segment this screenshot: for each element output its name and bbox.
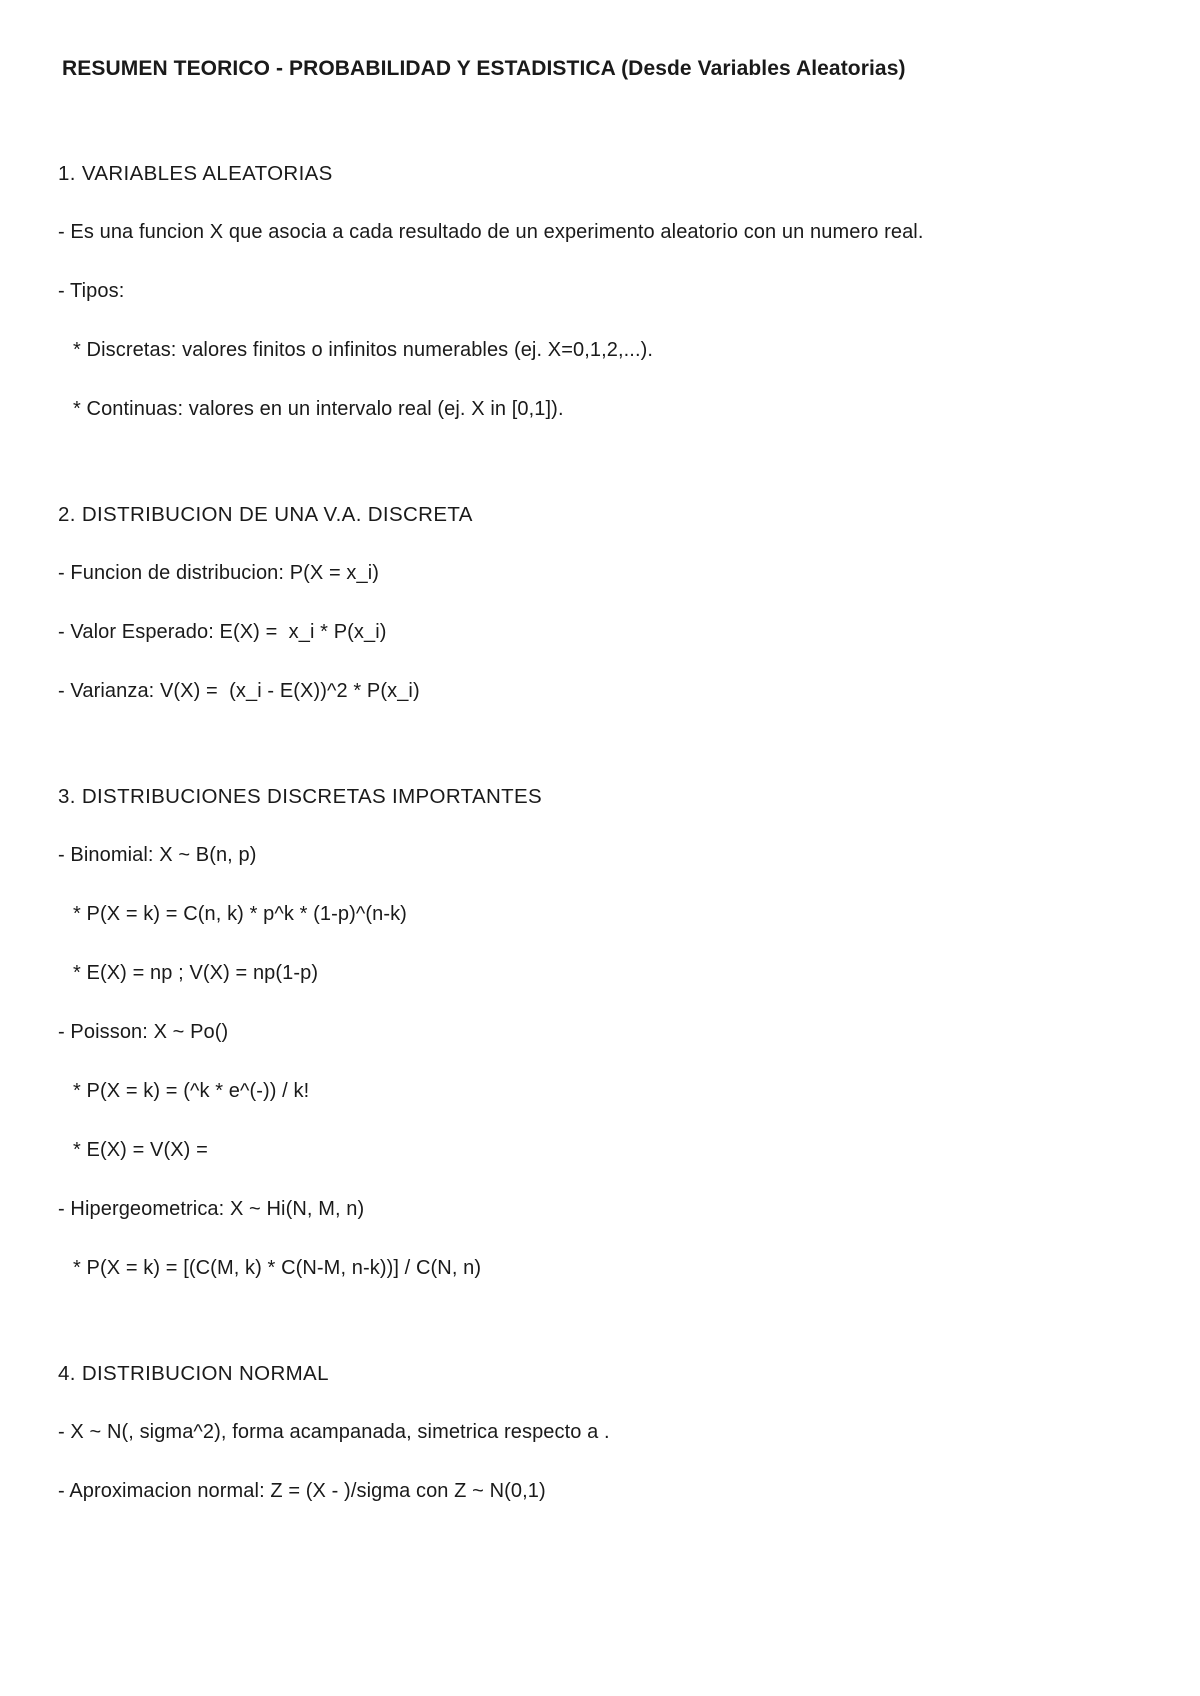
section-heading: 4. DISTRIBUCION NORMAL [58,1362,329,1385]
bullet-line: - Aproximacion normal: Z = (X - )/sigma con Z ~ N(0,1) [58,1480,546,1502]
bullet-line: - Es una funcion X que asocia a cada resultado de un experimento aleatorio con un numero real. [58,221,924,243]
page-title: RESUMEN TEORICO - PROBABILIDAD Y ESTADISTICA (Desde Variables Aleatorias) [62,57,906,80]
document-section [58,767,1140,1298]
bullet-line: - X ~ N(, sigma^2), forma acampanada, simetrica respecto a . [58,1421,610,1443]
bullet-line: - Hipergeometrica: X ~ Hi(N, M, n) [58,1198,365,1220]
document-section [58,144,1140,439]
bullet-line: - Tipos: [58,280,125,302]
sub-bullet-line: * Discretas: valores finitos o infinitos numerables (ej. X=0,1,2,...). [73,339,654,361]
bullet-line: - Poisson: X ~ Po() [58,1021,229,1043]
sub-bullet-line: * P(X = k) = C(n, k) * p^k * (1-p)^(n-k) [73,903,407,925]
section-heading: 3. DISTRIBUCIONES DISCRETAS IMPORTANTES [58,785,543,808]
sub-bullet-line: * P(X = k) = (^k * e^(-)) / k! [73,1080,310,1102]
sub-bullet-line: * Continuas: valores en un intervalo real (ej. X in [0,1]). [73,398,564,420]
section-heading: 1. VARIABLES ALEATORIAS [58,162,333,185]
sub-bullet-line: * E(X) = V(X) = [73,1139,208,1161]
sub-bullet-line: * P(X = k) = [(C(M, k) * C(N-M, n-k))] / C(N, n) [73,1257,482,1279]
section-heading: 2. DISTRIBUCION DE UNA V.A. DISCRETA [58,503,473,526]
bullet-line: - Valor Esperado: E(X) = x_i * P(x_i) [58,621,387,643]
bullet-line: - Varianza: V(X) = (x_i - E(X))^2 * P(x_i) [58,680,420,702]
document-section [58,1344,1140,1521]
title-spacer [58,82,1140,144]
bullet-line: - Funcion de distribucion: P(X = x_i) [58,562,380,584]
bullet-line: - Binomial: X ~ B(n, p) [58,844,257,866]
document-body [58,144,1140,1521]
sub-bullet-line: * E(X) = np ; V(X) = np(1-p) [73,962,319,984]
document-section [58,485,1140,721]
